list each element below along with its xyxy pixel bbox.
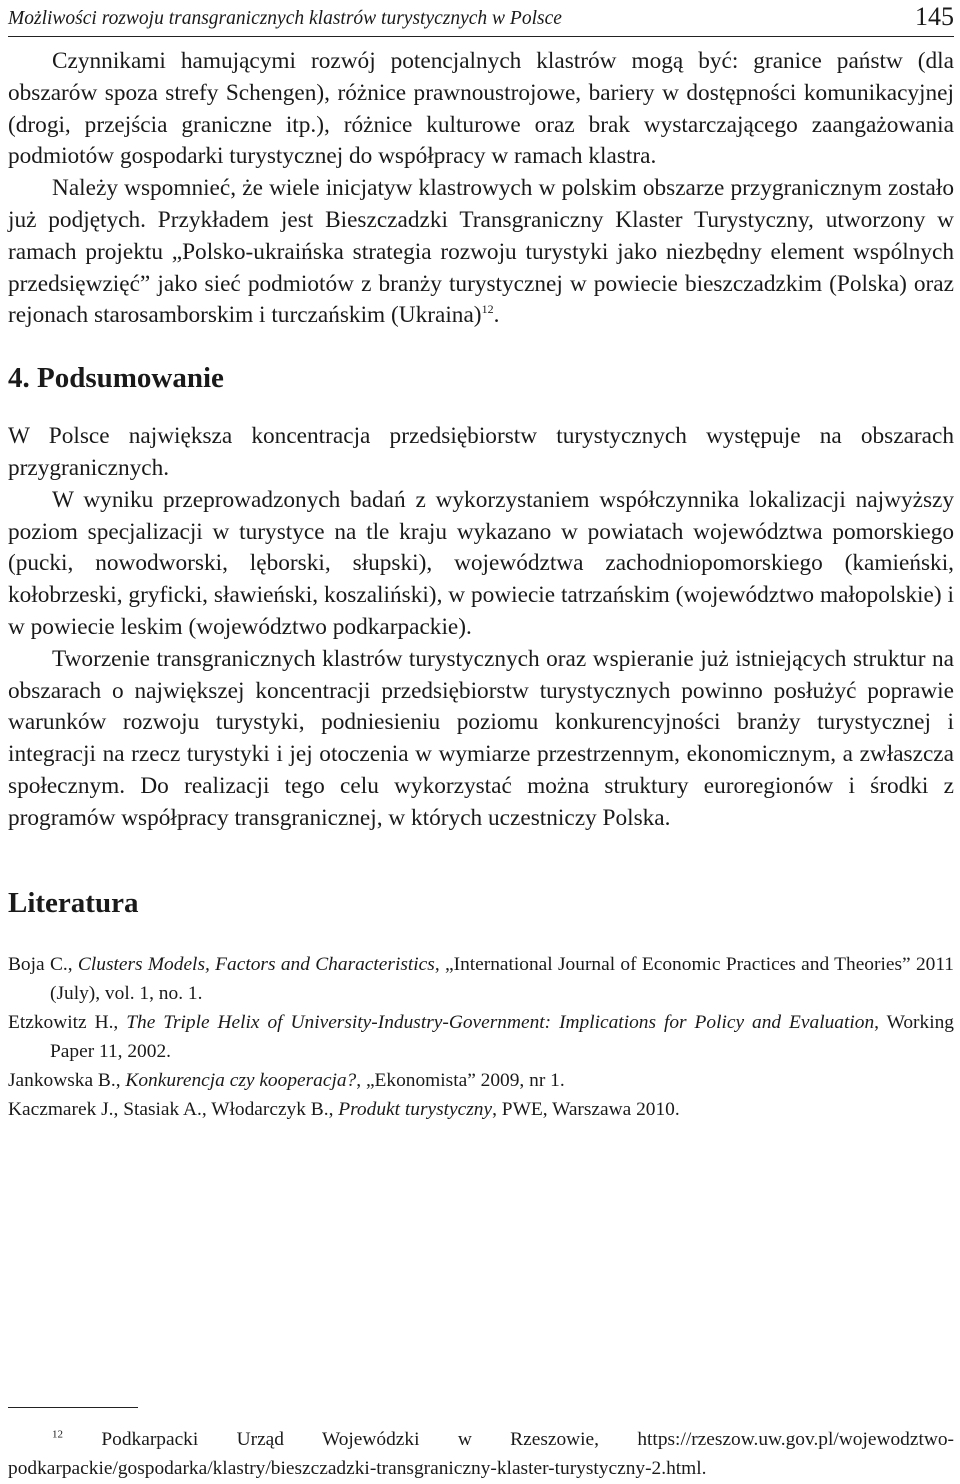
footnote-divider <box>8 1407 138 1408</box>
reference-author: Jankowska B., <box>8 1069 126 1091</box>
paragraph-research: W wyniku przeprowadzonych badań z wykorzystaniem współczynnika lokalizacji najwyższy poziom specjalizacji w turystyce na tle kraju wykazano w powiatach województwa pomorskiego (pucki, nowodworski, lęborski, słupski), województwa zachodniopomorskiego (kamieński, kołobrzeski, gryficki, sławieński, koszaliński), w powiecie tatrzańskim (województwo małopolskie) i w powiecie leskim (województwo podkarpackie). <box>8 486 954 640</box>
paragraph-initiatives <box>8 173 954 332</box>
reference-item <box>8 1066 954 1095</box>
reference-item <box>8 1095 954 1124</box>
footnote-number: 12 <box>52 1428 63 1441</box>
reference-details: , „Ekonomista” 2009, nr 1. <box>356 1069 565 1091</box>
running-header <box>8 2 954 37</box>
page-number: 145 <box>915 2 954 31</box>
section-heading-literature: Literatura <box>8 886 139 919</box>
reference-item <box>8 950 954 1008</box>
footnote-12 <box>8 1425 954 1483</box>
reference-list <box>8 950 954 1124</box>
reference-author: Kaczmarek J., Stasiak A., Włodarczyk B., <box>8 1098 339 1120</box>
reference-item <box>8 1008 954 1066</box>
reference-title: Clusters Models, Factors and Characteristics <box>77 953 435 975</box>
footnote-text[interactable]: Podkarpacki Urząd Wojewódzki w Rzeszowie, https://rzeszow.uw.gov.pl/wojewodztwo-podkarpackie/gospodarka/klastry/bieszczadzki-transgraniczny-klaster-turystyczny-2.html. <box>8 1429 954 1479</box>
reference-details: , „International Journal of Economic Practices and Theories” 2011 (July), vol. 1, no. 1. <box>50 953 955 1004</box>
reference-author: Boja C., <box>8 953 78 975</box>
paragraph-conclusion: Tworzenie transgranicznych klastrów turystycznych oraz wspieranie już istniejących struktur na obszarach o największej koncentracji przedsiębiorstw turystycznych powinno posłużyć poprawie warunków rozwoju turystyki, podniesieniu poziomu konkurencyjności branży turystycznej i integracji na rzecz turystyki i jej otoczenia w wymiarze przestrzennym, ekonomicznym, a zwłaszcza społecznym. Do realizacji tego celu wykorzystać można struktury euroregionów i środki z programów współpracy transgranicznej, w których uczestniczy Polska. <box>8 645 954 831</box>
reference-details: , Working Paper 11, 2002. <box>50 1011 954 1062</box>
reference-author: Etzkowitz H., <box>8 1011 127 1033</box>
paragraph-initiatives-text: Należy wspomnieć, że wiele inicjatyw klastrowych w polskim obszarze przygranicznym zostało już podjętych. Przykładem jest Bieszczadzki Transgraniczny Klaster Turystyczny, utworzony w ramach projektu „Polsko-ukraińska strategia rozwoju turystyki jako niezbędny element wspólnych przedsięwzięć” jako sieć podmiotów z branży turystycznej w powiecie bieszczadzkim (Polska) oraz rejonach starosamborskim i turczańskim (Ukraina) <box>8 175 954 329</box>
section-heading-summary: 4. Podsumowanie <box>8 362 224 395</box>
paragraph-barriers: Czynnikami hamującymi rozwój potencjalnych klastrów mogą być: granice państw (dla obszarów spoza strefy Schengen), różnice prawnoustrojowe, bariery w dostępności komunikacyjnej (drogi, przejścia graniczne itp.), różnice kulturowe oraz brak wystarczającego zaangażowania podmiotów gospodarki turystycznej do współpracy w ramach klastra. <box>8 48 954 170</box>
reference-title: Produkt turystyczny <box>338 1098 493 1120</box>
paragraph-initiatives-end: . <box>493 302 500 329</box>
reference-title: Konkurencja czy kooperacja? <box>125 1069 357 1091</box>
running-title: Możliwości rozwoju transgranicznych klastrów turystycznych w Polsce <box>8 8 562 29</box>
reference-details: , PWE, Warszawa 2010. <box>492 1098 680 1120</box>
footnote-ref-12[interactable]: 12 <box>481 302 494 317</box>
paragraph-concentration: W Polsce największa koncentracja przedsiębiorstw turystycznych występuje na obszarach przygranicznych. <box>8 423 954 481</box>
page-body <box>8 46 954 1124</box>
reference-title: The Triple Helix of University-Industry-Government: Implications for Policy and Evaluation <box>126 1011 875 1033</box>
